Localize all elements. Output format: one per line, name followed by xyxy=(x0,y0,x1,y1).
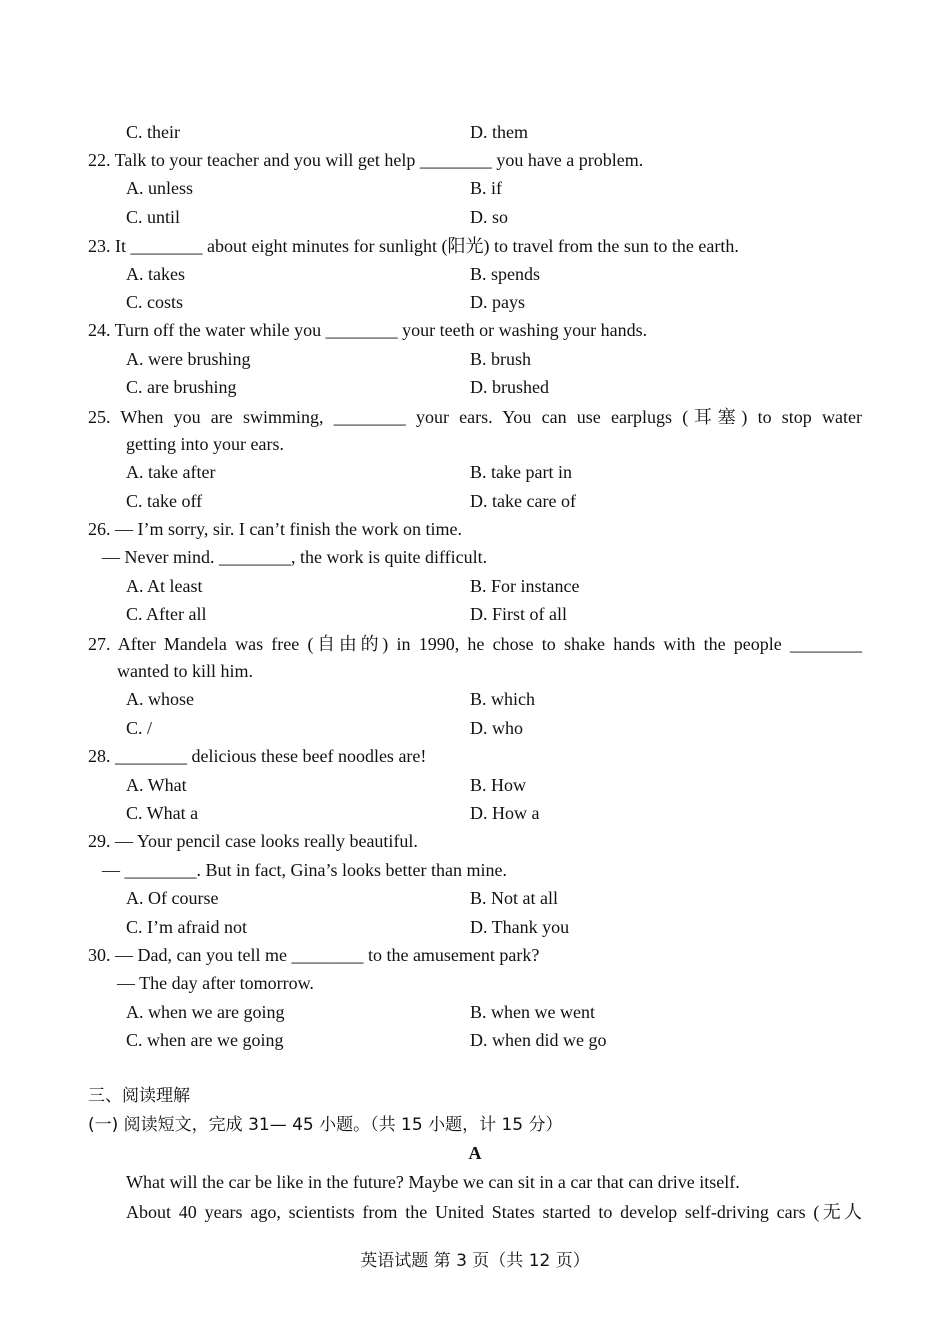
q30-option-a: A. when we are going xyxy=(126,1002,285,1022)
q26-option-a: A. At least xyxy=(126,576,203,596)
q29-option-a: A. Of course xyxy=(126,888,219,908)
passage-paragraph-1: What will the car be like in the future? Maybe we can sit in a car that can drive itself. xyxy=(126,1172,740,1192)
q25-option-a: A. take after xyxy=(126,462,216,482)
q22-options-row-2 xyxy=(0,204,950,230)
q23-option-c: C. costs xyxy=(126,292,184,312)
q29-option-d: D. Thank you xyxy=(470,917,570,937)
q22-stem: 22. Talk to your teacher and you will get help ________ you have a problem. xyxy=(88,150,644,170)
q28-options-row-1 xyxy=(0,772,950,798)
q30-option-b: B. when we went xyxy=(470,1002,595,1022)
q26-option-d: D. First of all xyxy=(470,604,567,624)
q26-option-b: B. For instance xyxy=(470,576,580,596)
q25-stem-line-2: getting into your ears. xyxy=(126,434,284,454)
q26-options-row-1 xyxy=(0,573,950,599)
q23-options-row-1 xyxy=(0,261,950,287)
q24-option-c: C. are brushing xyxy=(126,377,237,397)
q25-stem-line-1: 25. When you are swimming, ________ your ears. You can use earplugs (耳塞) to stop water xyxy=(88,407,862,427)
q26-stem-line-1: 26. — I’m sorry, sir. I can’t finish the work on time. xyxy=(88,519,462,539)
q30-options-row-2 xyxy=(0,1027,950,1053)
q24-stem: 24. Turn off the water while you ________ your teeth or washing your hands. xyxy=(88,320,648,340)
q26-stem-line-2: — Never mind. ________, the work is quite difficult. xyxy=(102,547,488,567)
q23-options-row-2 xyxy=(0,289,950,315)
q27-option-d: D. who xyxy=(470,718,523,738)
q23-option-a: A. takes xyxy=(126,264,185,284)
q25-option-b: B. take part in xyxy=(470,462,572,482)
q24-option-a: A. were brushing xyxy=(126,349,251,369)
q28-option-a: A. What xyxy=(126,775,187,795)
q26-options-row-2 xyxy=(0,601,950,627)
q21-option-c: C. their xyxy=(126,122,180,142)
q29-stem-line-1: 29. — Your pencil case looks really beautiful. xyxy=(88,831,418,851)
q27-option-a: A. whose xyxy=(126,689,194,709)
q28-options-row-2 xyxy=(0,800,950,826)
q22-option-c: C. until xyxy=(126,207,181,227)
q22-option-b: B. if xyxy=(470,178,503,198)
q24-option-d: D. brushed xyxy=(470,377,549,397)
q22-option-d: D. so xyxy=(470,207,509,227)
q30-option-d: D. when did we go xyxy=(470,1030,607,1050)
q21-options-row-2 xyxy=(0,119,950,145)
q30-stem-line-1: 30. — Dad, can you tell me ________ to the amusement park? xyxy=(88,945,540,965)
q29-option-c: C. I’m afraid not xyxy=(126,917,247,937)
q29-options-row-1 xyxy=(0,885,950,911)
q29-option-b: B. Not at all xyxy=(470,888,558,908)
q23-stem: 23. It ________ about eight minutes for sunlight (阳光) to travel from the sun to the earth. xyxy=(88,236,739,256)
q23-option-b: B. spends xyxy=(470,264,541,284)
q27-option-c: C. / xyxy=(126,718,153,738)
q26-option-c: C. After all xyxy=(126,604,207,624)
q27-options-row-1 xyxy=(0,686,950,712)
q28-option-c: C. What a xyxy=(126,803,199,823)
q24-options-row-2 xyxy=(0,374,950,400)
q22-options-row-1 xyxy=(0,175,950,201)
q24-option-b: B. brush xyxy=(470,349,532,369)
q28-option-b: B. How xyxy=(470,775,527,795)
q29-stem-line-2: — ________. But in fact, Gina’s looks better than mine. xyxy=(102,860,507,880)
q27-option-b: B. which xyxy=(470,689,535,709)
q25-options-row-1 xyxy=(0,459,950,485)
q30-stem-line-2: — The day after tomorrow. xyxy=(117,973,314,993)
q30-option-c: C. when are we going xyxy=(126,1030,284,1050)
q25-option-d: D. take care of xyxy=(470,491,576,511)
q27-stem-line-1: 27. After Mandela was free (自由的) in 1990, he chose to shake hands with the people ________ xyxy=(88,634,862,654)
q27-stem-line-2: wanted to kill him. xyxy=(117,661,253,681)
q24-options-row-1 xyxy=(0,346,950,372)
q25-option-c: C. take off xyxy=(126,491,203,511)
section-heading: 三、阅读理解 xyxy=(88,1086,190,1106)
q29-options-row-2 xyxy=(0,914,950,940)
q23-option-d: D. pays xyxy=(470,292,525,312)
passage-paragraph-2: About 40 years ago, scientists from the United States started to develop self-driving cars (无人 xyxy=(126,1202,862,1222)
q21-option-d: D. them xyxy=(470,122,528,142)
page-footer: 英语试题 第 3 页（共 12 页） xyxy=(360,1251,590,1271)
q27-options-row-2 xyxy=(0,715,950,741)
q28-stem: 28. ________ delicious these beef noodles are! xyxy=(88,746,427,766)
passage-label: A xyxy=(468,1143,482,1163)
section-instruction: (一) 阅读短文，完成 31— 45 小题。（共 15 小题，计 15 分） xyxy=(88,1115,563,1135)
q22-option-a: A. unless xyxy=(126,178,193,198)
q30-options-row-1 xyxy=(0,999,950,1025)
q25-options-row-2 xyxy=(0,488,950,514)
q28-option-d: D. How a xyxy=(470,803,540,823)
